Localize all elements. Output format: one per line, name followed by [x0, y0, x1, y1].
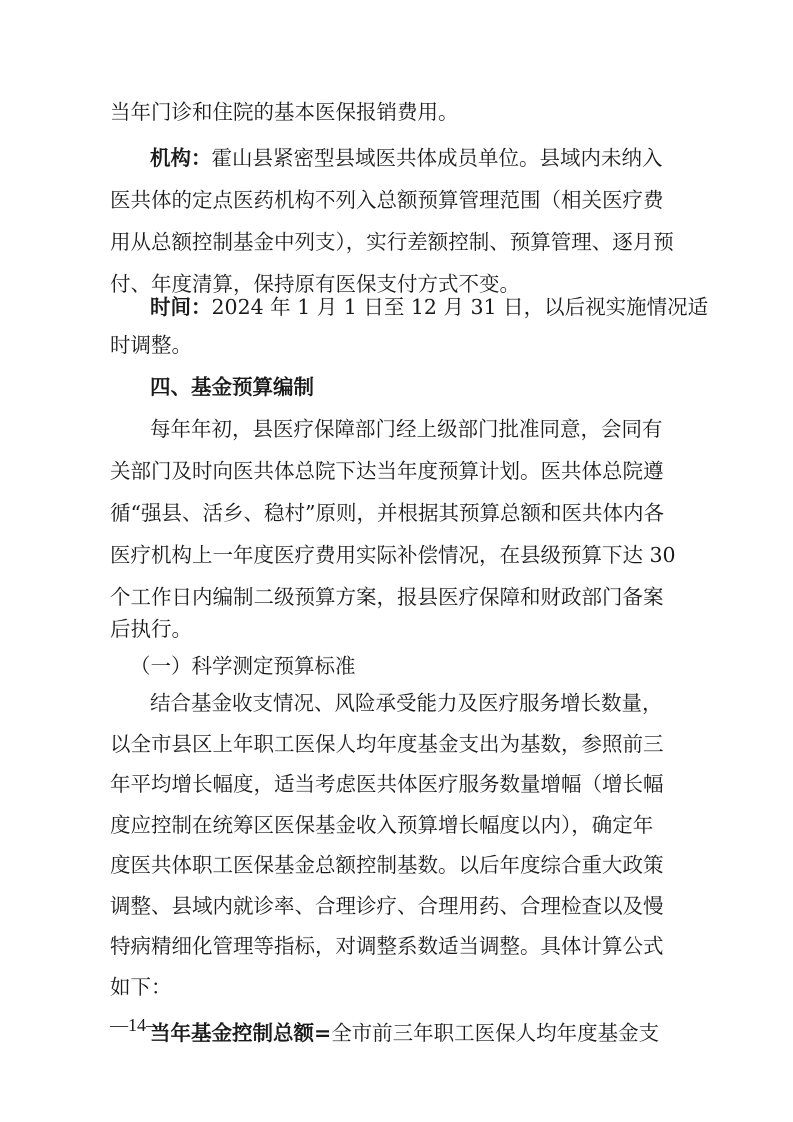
- text-line: 付、年度清算，保持原有医保支付方式不变。: [110, 272, 520, 296]
- text-line-p4-last: 如下：: [110, 975, 172, 999]
- text-line: 特病精细化管理等指标，对调整系数适当调整。具体计算公式: [110, 934, 664, 958]
- text-line: 度医共体职工医保基金总额控制基数。以后年度综合重大政策: [110, 853, 664, 877]
- text-line: 循“强县、活乡、稳村”原则，并根据其预算总额和医共体内各: [110, 501, 664, 525]
- text-line: 关部门及时向医共体总院下达当年度预算计划。医共体总院遵: [110, 459, 664, 483]
- subsection-heading: （一）科学测定预算标准: [130, 654, 356, 678]
- text-line: 用从总额控制基金中列支），实行差额控制、预算管理、逐月预: [110, 230, 674, 254]
- label-time: 时间：: [150, 295, 212, 319]
- text-line: 机构： 霍山县紧密型县域医共体成员单位。县域内未纳入: [150, 138, 690, 178]
- text-line: 调整、县域内就诊率、合理诊疗、合理用药、合理检查以及慢: [110, 894, 664, 918]
- label-institution: 机构：: [150, 146, 212, 170]
- text-line: 医共体的定点医药机构不列入总额预算管理范围（相关医疗费: [110, 188, 664, 212]
- text-line: 时间： 2024 年 1 月 1 日至 12 月 31 日，以后视实施情况适: [150, 287, 690, 327]
- text-line: 后执行。: [110, 617, 192, 641]
- text-line: 当年门诊和住院的基本医保报销费用。: [110, 100, 459, 124]
- text-line: 年平均增长幅度，适当考虑医共体医疗服务数量增幅（增长幅: [110, 772, 664, 796]
- text-line: 医疗机构上一年度医疗费用实际补偿情况，在县级预算下达 30: [110, 543, 676, 567]
- page-number: —14—: [110, 1015, 164, 1035]
- formula-label: 当年基金控制总额=: [150, 1021, 332, 1045]
- text-line: 度应控制在统筹区医保基金收入预算增长幅度以内），确定年: [110, 813, 654, 837]
- text-line: 当年基金控制总额= 全市前三年职工医保人均年度基金支: [150, 1013, 690, 1053]
- text-line: 个工作日内编制二级预算方案，报县医疗保障和财政部门备案: [110, 585, 664, 609]
- text-line: 时调整。: [110, 333, 192, 357]
- section-heading: 四、基金预算编制: [150, 375, 314, 399]
- text-line: 结合基金收支情况、风险承受能力及医疗服务增长数量，: [150, 691, 663, 715]
- text-line: 每年年初，县医疗保障部门经上级部门批准同意，会同有: [150, 417, 663, 441]
- text-line: 以全市县区上年职工医保人均年度基金支出为基数，参照前三: [110, 732, 664, 756]
